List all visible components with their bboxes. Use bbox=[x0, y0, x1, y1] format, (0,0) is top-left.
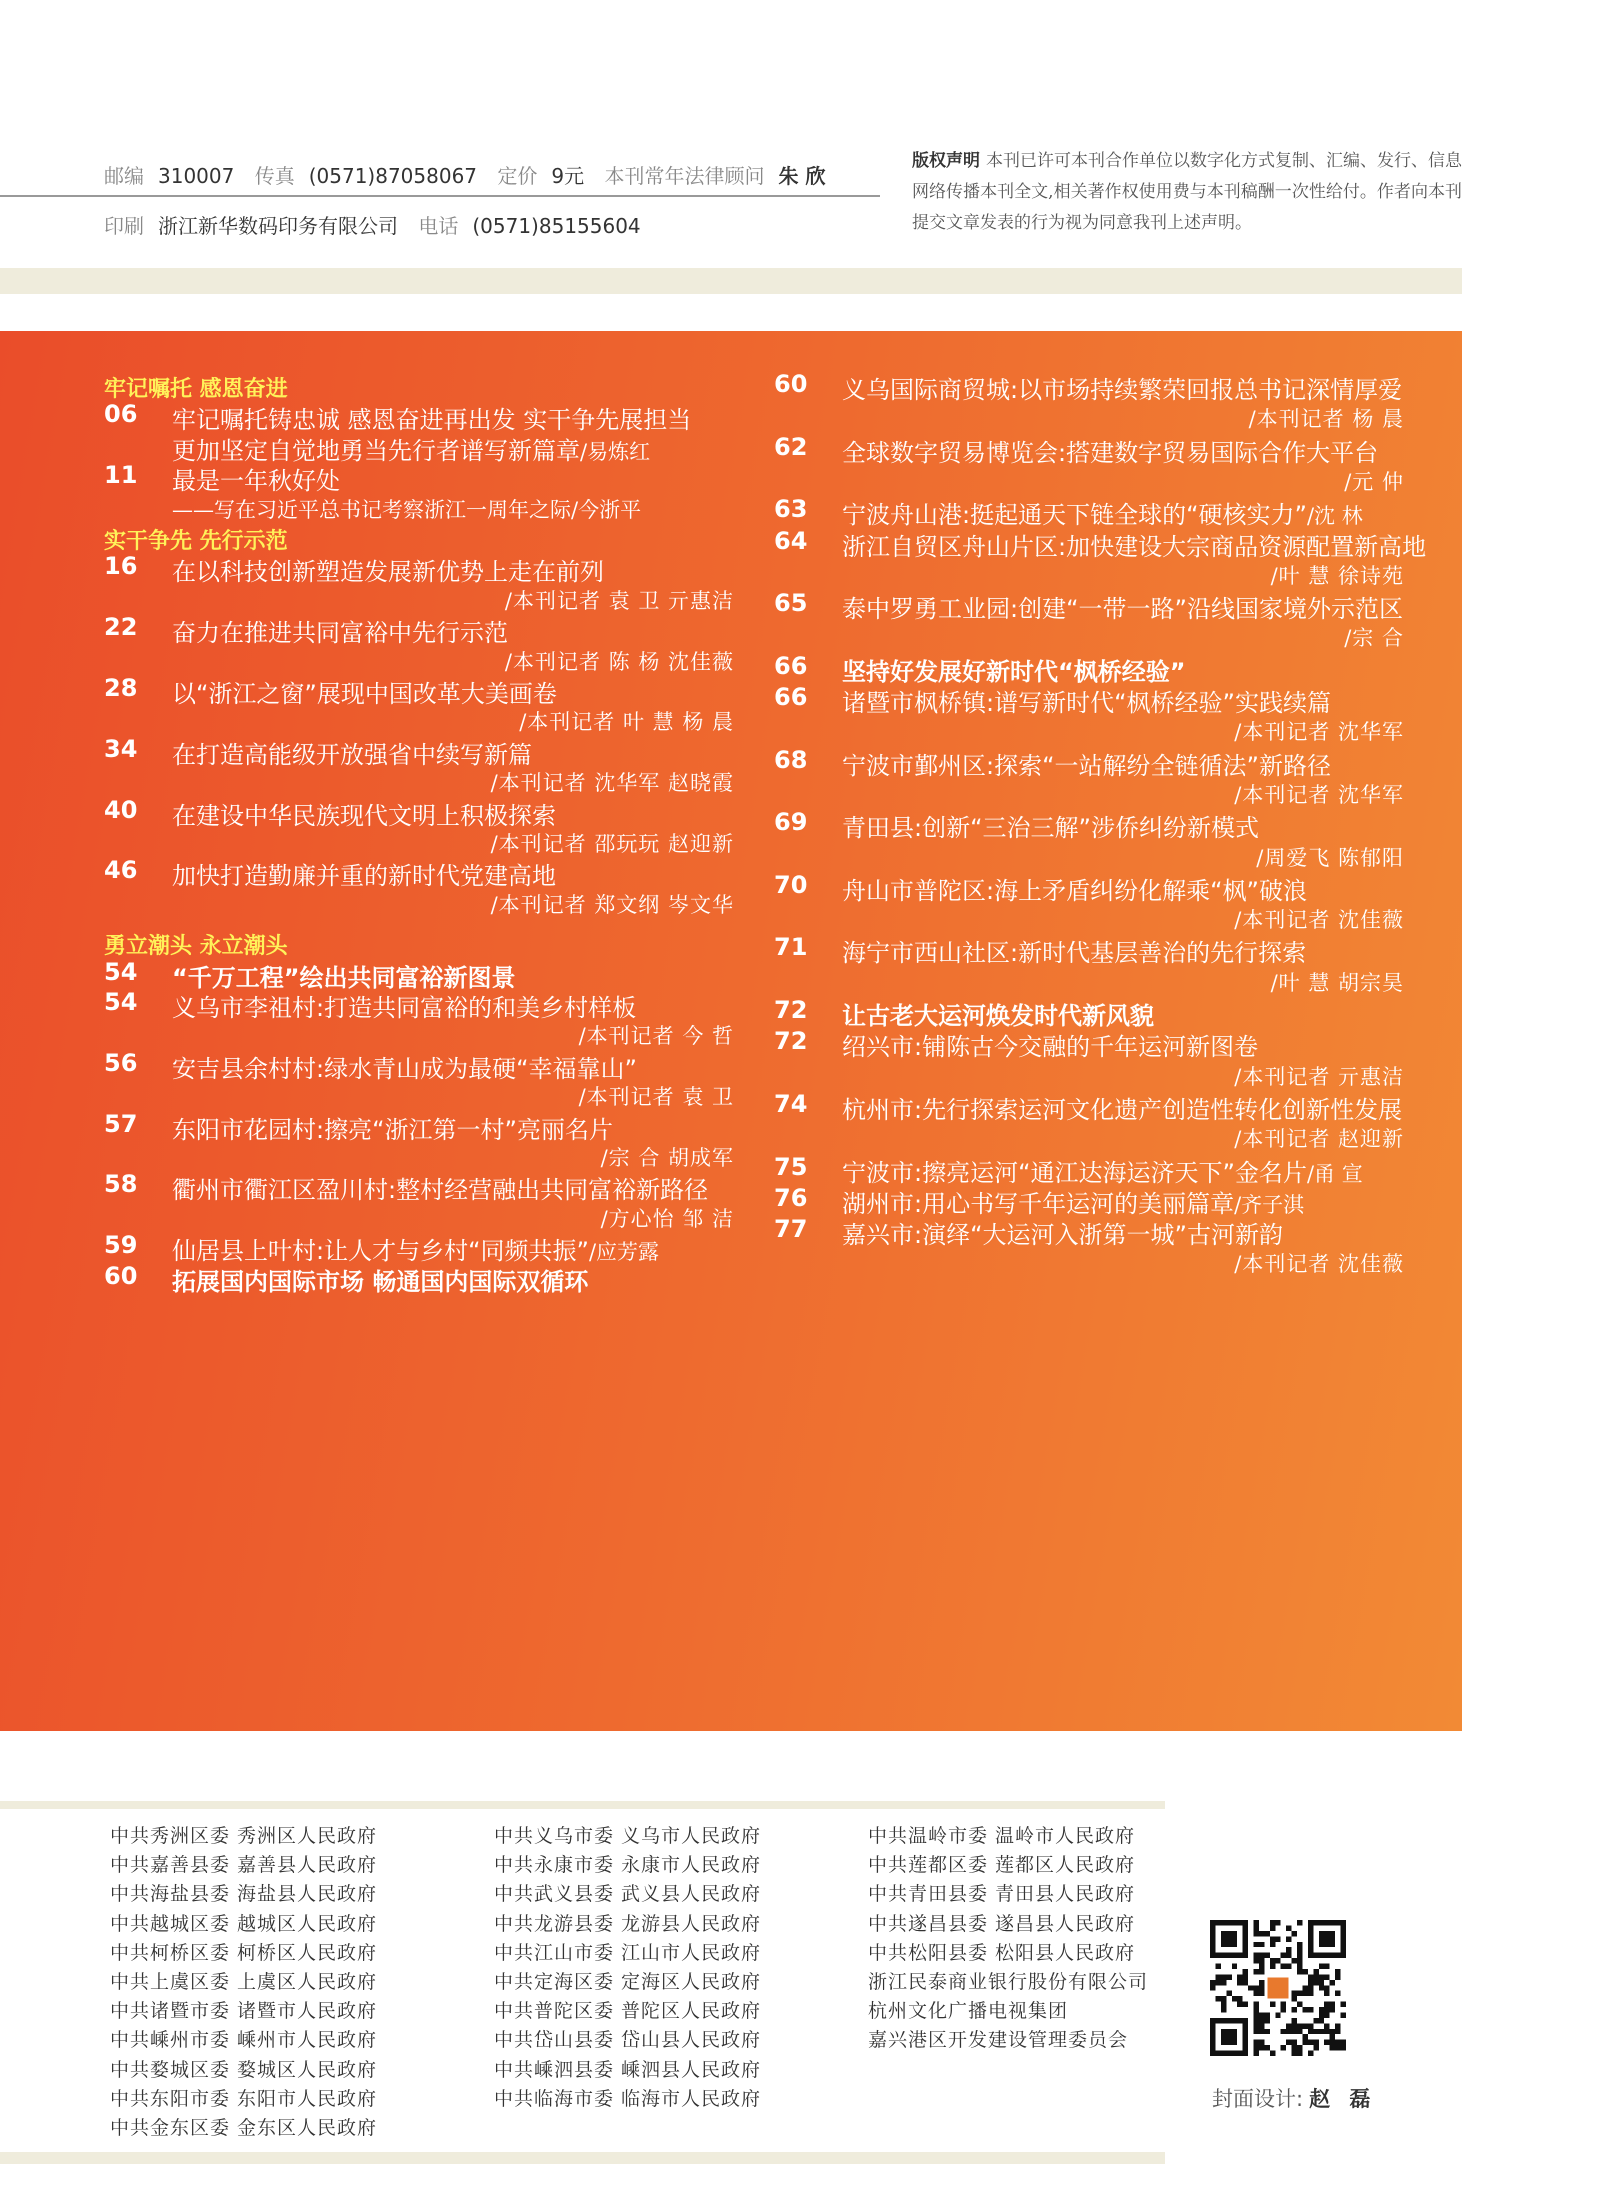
price-value: 9元 bbox=[551, 164, 585, 188]
article-title-text: 舟山市普陀区:海上矛盾纠纷化解乘“枫”破浪 bbox=[842, 876, 1307, 905]
author-names: /本刊记者 郑文纲 岑文华 bbox=[490, 892, 734, 917]
sponsor-entry: 中共海盐县委 海盐县人民政府 bbox=[110, 1883, 378, 1906]
sponsor-entry: 中共嘉善县委 嘉善县人民政府 bbox=[110, 1854, 378, 1877]
page-number: 54 bbox=[104, 988, 138, 1016]
page-number: 72 bbox=[774, 1027, 808, 1056]
article-title-text: 泰中罗勇工业园:创建“一带一路”沿线国家境外示范区 bbox=[842, 595, 1403, 624]
section-title: 实干争先 先行示范 bbox=[104, 529, 288, 554]
article-title-text: 衢州市衢江区盈川村:整村经营融出共同富裕新路径 bbox=[172, 1176, 709, 1205]
article-title-text: 安吉县余村村:绿水青山成为最硬“幸福靠山” bbox=[172, 1054, 637, 1083]
sponsors-top-strip bbox=[0, 1801, 1165, 1809]
article-title-text: 绍兴市:铺陈古今交融的千年运河新图卷 bbox=[842, 1033, 1259, 1062]
phone-value: (0571)85155604 bbox=[472, 214, 641, 238]
sponsors-column-1 bbox=[110, 1822, 377, 2143]
sponsor-entry: 浙江民泰商业银行股份有限公司 bbox=[868, 1971, 1149, 1994]
legal-advisor-value: 朱 欣 bbox=[778, 164, 826, 188]
article-title-text: 牢记嘱托铸忠诚 感恩奋进再出发 实干争先展担当 bbox=[172, 406, 692, 435]
author-names: /叶 慧 徐诗苑 bbox=[1270, 563, 1404, 588]
page-number: 22 bbox=[104, 613, 138, 642]
sponsors-column-2 bbox=[494, 1822, 761, 2114]
cover-design-credit bbox=[1212, 2083, 1376, 2113]
author-names: /本刊记者 今 哲 bbox=[578, 1024, 734, 1049]
page-number: 68 bbox=[774, 745, 808, 774]
article-byline: /齐子淇 bbox=[1234, 1192, 1305, 1217]
page-number: 59 bbox=[104, 1231, 138, 1260]
sponsor-entry: 杭州文化广播电视集团 bbox=[868, 2000, 1069, 2023]
sponsor-entry: 中共松阳县委 松阳县人民政府 bbox=[868, 1941, 1136, 1964]
article-title-text: 宁波舟山港:挺起通天下链全球的“硬核实力” bbox=[842, 501, 1307, 530]
article-title-text: 湖州市:用心书写千年运河的美丽篇章 bbox=[842, 1189, 1235, 1218]
author-names: /本刊记者 沈佳薇 bbox=[1234, 1252, 1404, 1277]
page-number: 63 bbox=[774, 495, 808, 524]
copyright-notice bbox=[912, 146, 1462, 239]
page-number: 34 bbox=[104, 734, 138, 763]
sponsor-entry: 中共遂昌县委 遂昌县人民政府 bbox=[868, 1912, 1136, 1935]
author-names: /本刊记者 沈华军 赵晓霞 bbox=[490, 771, 734, 796]
fax-value: (0571)87058067 bbox=[308, 164, 478, 188]
top-decor-strip bbox=[0, 268, 1462, 294]
bottom-decor-strip bbox=[0, 2152, 1165, 2164]
author-names: /本刊记者 邵玩玩 赵迎新 bbox=[490, 832, 734, 856]
toc-author-line bbox=[0, 883, 760, 923]
article-title-text: 嘉兴市:演绎“大运河入浙第一城”古河新韵 bbox=[842, 1221, 1283, 1250]
page-number: 56 bbox=[104, 1048, 138, 1077]
author-names: /本刊记者 叶 慧 杨 晨 bbox=[519, 710, 734, 735]
sponsor-entry: 中共普陀区委 普陀区人民政府 bbox=[494, 2000, 762, 2023]
postcode-label: 邮编 bbox=[104, 164, 144, 188]
article-title bbox=[172, 1262, 588, 1297]
copyright-label: 版权声明 bbox=[912, 151, 980, 171]
sponsor-entry: 中共龙游县委 龙游县人民政府 bbox=[494, 1912, 762, 1935]
page-number: 72 bbox=[774, 996, 808, 1024]
page-number: 11 bbox=[104, 461, 138, 490]
sponsor-entry: 中共莲都区委 莲都区人民政府 bbox=[868, 1854, 1136, 1877]
article-title-text: 宁波市:擦亮运河“通江达海运济天下”金名片 bbox=[842, 1158, 1307, 1187]
article-title-text: 义乌国际商贸城:以市场持续繁荣回报总书记深情厚爱 bbox=[842, 376, 1403, 404]
article-title-text: 在以科技创新塑造发展新优势上走在前列 bbox=[172, 558, 604, 587]
page-number: 62 bbox=[774, 432, 808, 461]
sponsor-entry: 中共江山市委 江山市人民政府 bbox=[494, 1941, 762, 1964]
article-title-text: 拓展国内国际市场 畅通国内国际双循环 bbox=[172, 1267, 589, 1296]
article-title-text: 义乌市李祖村:打造共同富裕的和美乡村样板 bbox=[172, 994, 637, 1022]
article-title-text: 加快打造勤廉并重的新时代党建高地 bbox=[172, 862, 556, 891]
author-names: /元 仲 bbox=[1344, 469, 1404, 494]
author-names: /本刊记者 沈佳薇 bbox=[1234, 908, 1404, 933]
sponsor-entry: 中共诸暨市委 诸暨市人民政府 bbox=[110, 2000, 378, 2023]
sponsor-entry: 中共岱山县委 岱山县人民政府 bbox=[494, 2029, 762, 2052]
page-number: 64 bbox=[774, 526, 808, 555]
sponsor-entry: 中共青田县委 青田县人民政府 bbox=[868, 1883, 1136, 1906]
article-title-text: 浙江自贸区舟山片区:加快建设大宗商品资源配置新高地 bbox=[842, 532, 1427, 561]
article-title-text: 更加坚定自觉地勇当先行者谱写新篇章 bbox=[172, 436, 580, 465]
sponsor-entry: 中共定海区委 定海区人民政府 bbox=[494, 1971, 762, 1994]
cover-design-label: 封面设计: bbox=[1212, 2087, 1304, 2111]
section-title: 勇立潮头 永立潮头 bbox=[104, 934, 288, 960]
sponsor-entry: 中共金东区委 金东区人民政府 bbox=[110, 2117, 378, 2140]
article-title-text: 坚持好发展好新时代“枫桥经验” bbox=[842, 657, 1186, 686]
sponsor-entry: 中共嵊泗县委 嵊泗县人民政府 bbox=[494, 2058, 762, 2081]
sponsor-entry: 中共义乌市委 义乌市人民政府 bbox=[494, 1825, 762, 1847]
article-subtitle: ——写在习近平总书记考察浙江一周年之际/今浙平 bbox=[172, 497, 642, 522]
sponsor-entry: 中共东阳市委 东阳市人民政府 bbox=[110, 2087, 378, 2110]
page-number: 76 bbox=[774, 1183, 808, 1212]
article-title-text: 仙居县上叶村:让人才与乡村“同频共振” bbox=[172, 1237, 589, 1266]
article-title-text: 让古老大运河焕发时代新风貌 bbox=[842, 1002, 1154, 1030]
author-names: /方心怡 邹 洁 bbox=[600, 1206, 734, 1231]
author-names: /宗 合 胡成军 bbox=[600, 1146, 734, 1170]
article-byline: /应芳露 bbox=[588, 1240, 660, 1265]
author-names: /宗 合 bbox=[1344, 626, 1404, 651]
author-names: /周爱飞 陈郁阳 bbox=[1256, 845, 1404, 870]
info-divider bbox=[0, 195, 880, 197]
article-title-text: 诸暨市枫桥镇:谱写新时代“枫桥经验”实践续篇 bbox=[842, 689, 1331, 717]
article-byline: /甬 宣 bbox=[1306, 1161, 1363, 1186]
page-number: 60 bbox=[104, 1261, 138, 1290]
table-of-contents bbox=[0, 331, 1462, 1731]
cover-designer-name: 赵 磊 bbox=[1309, 2086, 1377, 2111]
article-byline: /易炼红 bbox=[580, 439, 651, 464]
sponsor-entry: 中共越城区委 越城区人民政府 bbox=[110, 1912, 378, 1935]
printer-label: 印刷 bbox=[104, 214, 144, 238]
page-number: 46 bbox=[104, 856, 138, 885]
section-title: 牢记嘱托 感恩奋进 bbox=[104, 377, 288, 402]
author-names: /本刊记者 亓惠洁 bbox=[1234, 1064, 1404, 1089]
page-number: 60 bbox=[774, 370, 808, 398]
page-number: 54 bbox=[104, 957, 138, 986]
page-number: 06 bbox=[104, 400, 138, 429]
page-number: 65 bbox=[774, 589, 808, 618]
page-number: 75 bbox=[774, 1152, 808, 1181]
author-names: /本刊记者 沈华军 bbox=[1234, 720, 1404, 745]
toc-entry bbox=[0, 1258, 760, 1298]
sponsor-entry: 中共武义县委 武义县人民政府 bbox=[494, 1883, 762, 1906]
author-names: /本刊记者 袁 卫 bbox=[578, 1085, 734, 1110]
author-names: /本刊记者 赵迎新 bbox=[1234, 1127, 1404, 1152]
author-names: /本刊记者 袁 卫 亓惠洁 bbox=[504, 588, 734, 613]
sponsor-entry: 中共临海市委 临海市人民政府 bbox=[494, 2087, 762, 2110]
article-title-text: 东阳市花园村:擦亮“浙江第一村”亮丽名片 bbox=[172, 1115, 613, 1144]
page-number: 28 bbox=[104, 674, 138, 702]
article-title-text: 奋力在推进共同富裕中先行示范 bbox=[172, 619, 508, 648]
page-number: 77 bbox=[774, 1215, 808, 1244]
fax-label: 传真 bbox=[254, 164, 295, 188]
article-title-text: 以“浙江之窗”展现中国改革大美画卷 bbox=[172, 680, 557, 708]
article-title-text: 在建设中华民族现代文明上积极探索 bbox=[172, 801, 556, 830]
author-names: /本刊记者 杨 晨 bbox=[1248, 407, 1404, 432]
postcode-value: 310007 bbox=[158, 164, 235, 188]
author-names: /本刊记者 沈华军 bbox=[1234, 782, 1404, 807]
sponsor-entry: 嘉兴港区开发建设管理委员会 bbox=[868, 2029, 1129, 2052]
sponsor-entry: 中共永康市委 永康市人民政府 bbox=[494, 1854, 762, 1877]
phone-label: 电话 bbox=[418, 214, 459, 238]
page-number: 40 bbox=[104, 795, 138, 824]
article-title-text: 青田县:创新“三治三解”涉侨纠纷新模式 bbox=[842, 814, 1259, 843]
sponsor-entry: 中共上虞区委 上虞区人民政府 bbox=[110, 1971, 378, 1994]
copyright-text: 本刊已许可本刊合作单位以数字化方式复制、汇编、发行、信息网络传播本刊全文,相关著作权使用费与本刊稿酬一次性给付。作者向本刊提交文章发表的行为视为同意我刊上述声明。 bbox=[912, 151, 1462, 233]
info-line-1 bbox=[104, 160, 825, 189]
sponsor-entry: 中共嵊州市委 嵊州市人民政府 bbox=[110, 2029, 378, 2052]
page-number: 66 bbox=[774, 651, 808, 680]
printer-value: 浙江新华数码印务有限公司 bbox=[158, 214, 398, 238]
article-title-text: 宁波市鄞州区:探索“一站解纷全链循法”新路径 bbox=[842, 751, 1331, 780]
page-number: 58 bbox=[104, 1170, 138, 1199]
page-number: 66 bbox=[774, 683, 808, 711]
article-title-text: 全球数字贸易博览会:搭建数字贸易国际合作大平台 bbox=[842, 438, 1379, 467]
page-number: 71 bbox=[774, 933, 808, 962]
page-number: 69 bbox=[774, 808, 808, 837]
sponsor-entry: 中共秀洲区委 秀洲区人民政府 bbox=[110, 1825, 378, 1847]
legal-advisor-label: 本刊常年法律顾问 bbox=[604, 164, 765, 188]
sponsor-entry: 中共柯桥区委 柯桥区人民政府 bbox=[110, 1941, 378, 1964]
article-title-text: 最是一年秋好处 bbox=[172, 467, 340, 496]
page-number: 74 bbox=[774, 1089, 808, 1118]
page-number: 57 bbox=[104, 1109, 138, 1138]
author-names: /叶 慧 胡宗昊 bbox=[1270, 970, 1404, 995]
page-number: 16 bbox=[104, 552, 138, 581]
article-title-text: 杭州市:先行探索运河文化遗产创造性转化创新性发展 bbox=[842, 1095, 1403, 1124]
qr-code-icon bbox=[1210, 1920, 1346, 2056]
author-names: /本刊记者 陈 杨 沈佳薇 bbox=[504, 649, 734, 674]
article-title-text: 在打造高能级开放强省中续写新篇 bbox=[172, 740, 532, 769]
sponsor-entry: 中共婺城区委 婺城区人民政府 bbox=[110, 2058, 378, 2081]
toc-author-line bbox=[770, 1242, 1462, 1282]
sponsor-entry: 中共温岭市委 温岭市人民政府 bbox=[868, 1825, 1136, 1847]
article-title-text: 海宁市西山社区:新时代基层善治的先行探索 bbox=[842, 939, 1307, 968]
info-line-2 bbox=[104, 210, 655, 239]
price-label: 定价 bbox=[497, 164, 538, 188]
page-number: 70 bbox=[774, 870, 808, 899]
article-title-text: “千万工程”绘出共同富裕新图景 bbox=[172, 963, 516, 992]
sponsors-column-3 bbox=[868, 1822, 1148, 2056]
article-byline: /沈 林 bbox=[1306, 504, 1363, 529]
